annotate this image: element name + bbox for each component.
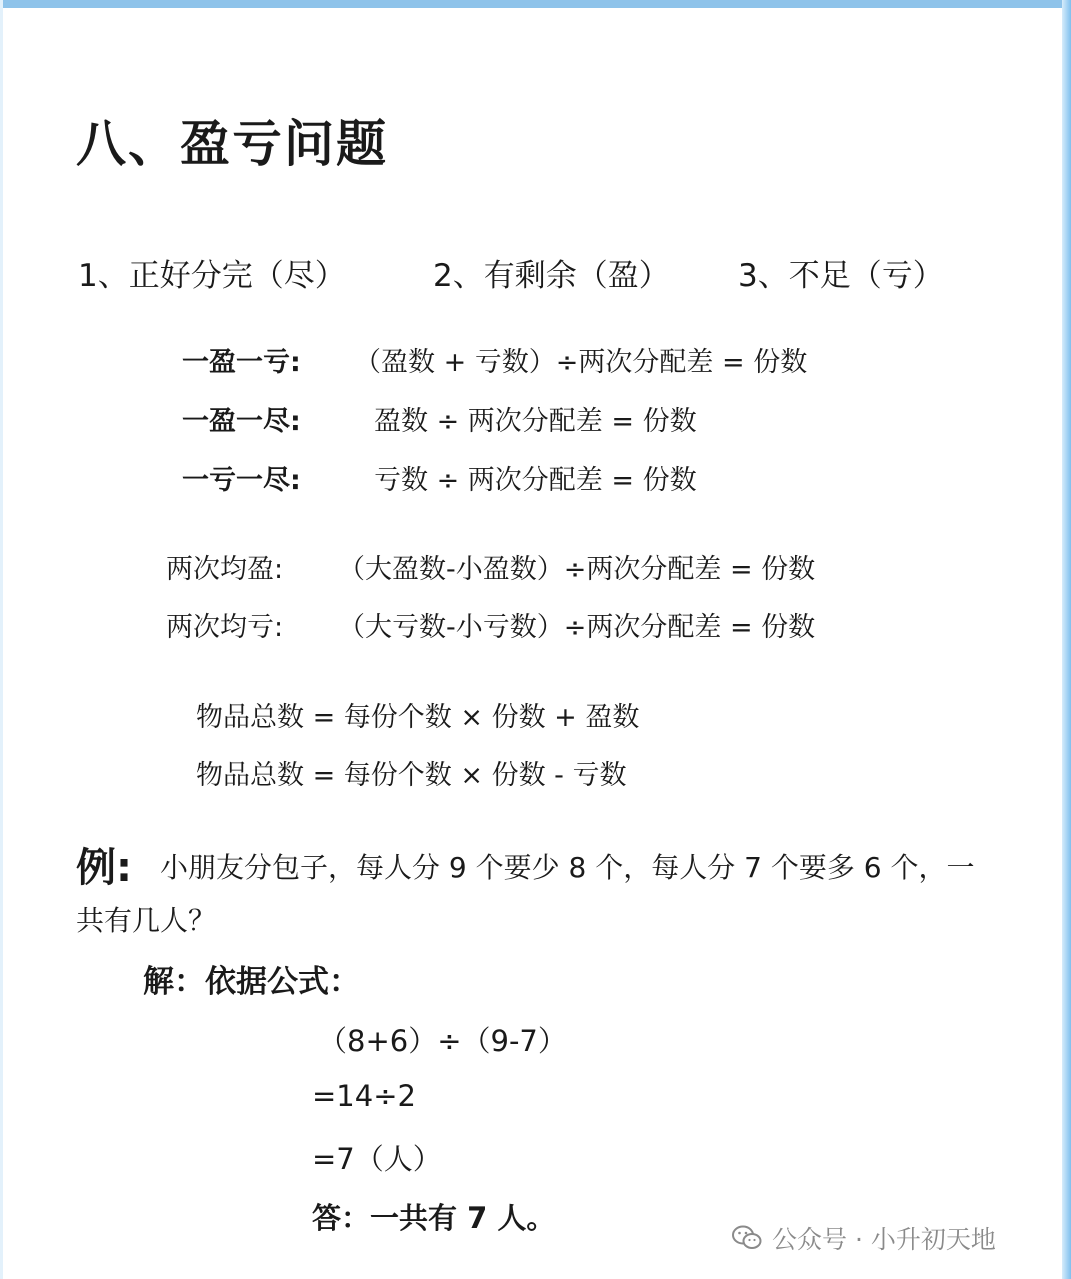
total-formula-shortage: 物品总数 = 每份个数 × 份数 - 亏数 xyxy=(196,760,627,791)
watermark-text: 公众号 · 小升初天地 xyxy=(772,1225,996,1254)
formula-row xyxy=(166,605,816,662)
type-exact: 1、正好分完（尽） xyxy=(78,258,346,294)
wechat-icon xyxy=(732,1225,762,1251)
formula-row xyxy=(182,399,697,456)
solution-answer: 答：一共有 7 人。 xyxy=(312,1201,556,1235)
solution-heading: 解：依据公式： xyxy=(143,964,360,1000)
solution-step: =7（人） xyxy=(312,1142,442,1176)
formula-expression: （大亏数-小亏数）÷两次分配差 = 份数 xyxy=(338,612,816,643)
solution-step: =14÷2 xyxy=(312,1079,416,1113)
example-text-line1: 小朋友分包子，每人分 9 个要少 8 个，每人分 7 个要多 6 个，一 xyxy=(160,851,975,884)
formula-row xyxy=(166,547,816,604)
total-formula-surplus: 物品总数 = 每份个数 × 份数 + 盈数 xyxy=(196,702,640,733)
formula-expression: 亏数 ÷ 两次分配差 = 份数 xyxy=(374,465,697,496)
formula-label: 两次均盈: xyxy=(166,554,284,585)
formula-row xyxy=(182,458,697,515)
type-shortage: 3、不足（亏） xyxy=(738,258,944,294)
page-title: 八、盈亏问题 xyxy=(76,115,388,173)
solution-step: （8+6）÷（9-7） xyxy=(318,1024,567,1058)
formula-label: 一亏一尽: xyxy=(182,465,301,496)
watermark xyxy=(732,1220,996,1256)
formula-label: 一盈一尽: xyxy=(182,406,301,437)
left-border xyxy=(0,0,3,1279)
formula-label: 两次均亏: xyxy=(166,612,284,643)
example-text-line2: 共有几人？ xyxy=(76,904,217,937)
top-border xyxy=(0,0,1071,8)
right-border xyxy=(1062,0,1071,1279)
type-surplus: 2、有剩余（盈） xyxy=(433,258,670,294)
formula-row xyxy=(182,340,808,397)
formula-expression: （大盈数-小盈数）÷两次分配差 = 份数 xyxy=(338,554,816,585)
formula-expression: 盈数 ÷ 两次分配差 = 份数 xyxy=(374,406,697,437)
formula-label: 一盈一亏: xyxy=(182,347,301,378)
example-key: 例: xyxy=(76,845,132,891)
formula-expression: （盈数 + 亏数）÷两次分配差 = 份数 xyxy=(354,347,808,378)
